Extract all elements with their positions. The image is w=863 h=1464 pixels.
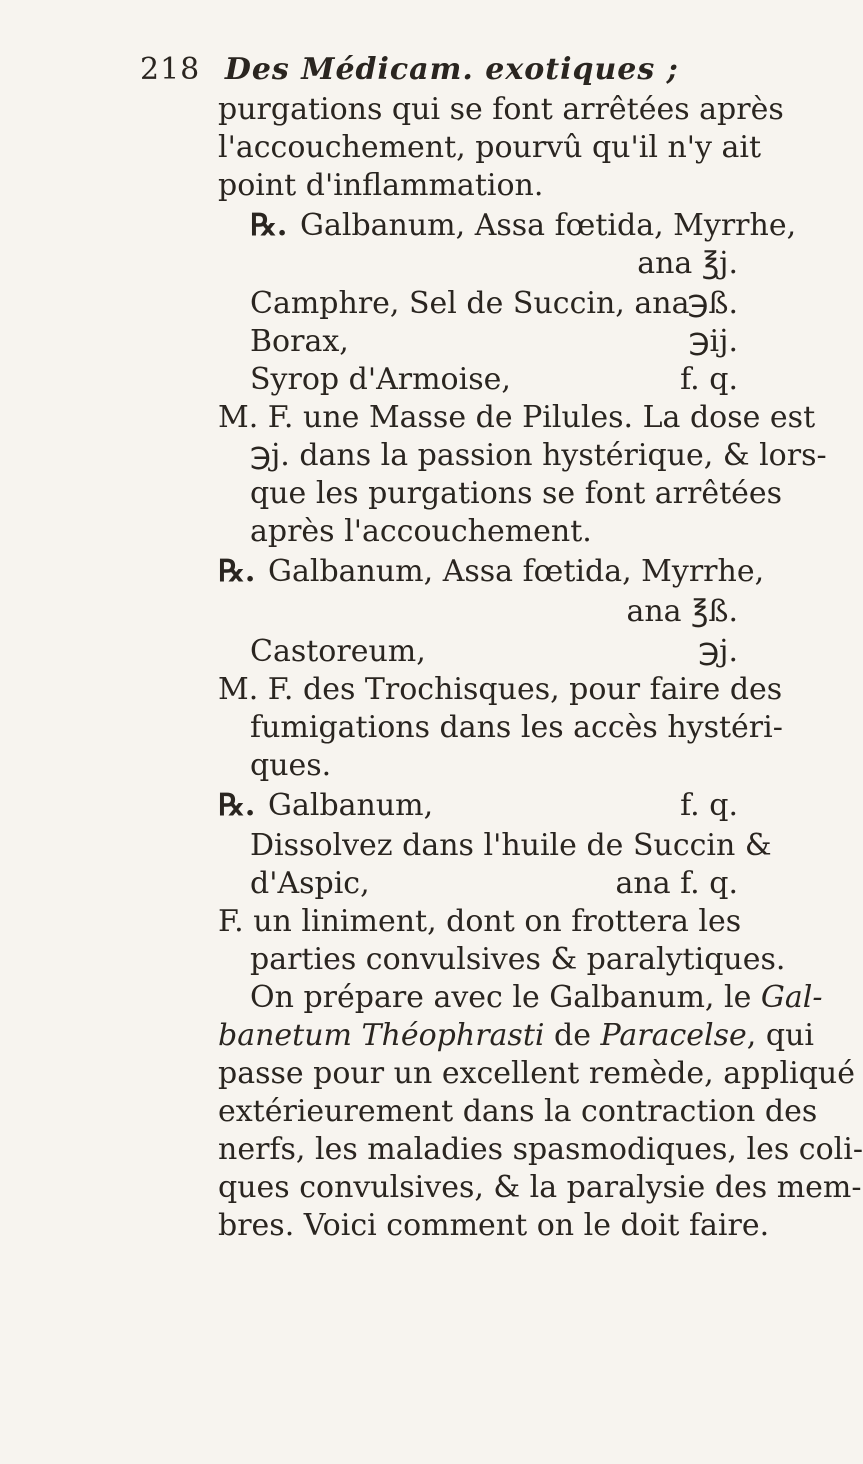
text-line: Galbanum, xyxy=(268,788,434,823)
text-line: que les purgations se font arrêtées xyxy=(250,476,783,511)
recipe-symbol: ℞. xyxy=(218,554,256,589)
text-line: F. un liniment, dont on frottera les xyxy=(218,904,742,939)
text-line: ℈j. dans la passion hystérique, & lors- xyxy=(250,438,827,473)
text-line: extérieurement dans la contraction des xyxy=(218,1094,818,1129)
text-line: ℈ij. xyxy=(688,324,738,359)
text-line: ℈ß. xyxy=(687,286,738,321)
text-line: ques convulsives, & la paralysie des mem- xyxy=(218,1170,862,1205)
page-number: 218 xyxy=(140,52,201,87)
text-line: ana ℥ß. xyxy=(626,594,738,629)
text-line: ques. xyxy=(250,748,332,783)
text-span: de xyxy=(554,1018,591,1053)
text-line: Dissolvez dans l'huile de Succin & xyxy=(250,828,772,863)
text-line: après l'accouchement. xyxy=(250,514,592,549)
text-line: l'accouchement, pourvû qu'il n'y ait xyxy=(218,130,762,165)
text-span: , qui xyxy=(746,1018,814,1053)
text-line: Camphre, Sel de Succin, ana xyxy=(250,286,690,321)
text-line: parties convulsives & paralytiques. xyxy=(250,942,786,977)
running-header xyxy=(140,52,679,87)
text-line: purgations qui se font arrêtées après xyxy=(218,92,784,127)
italic-text: banetum Théophrasti xyxy=(218,1018,545,1053)
text-line: point d'inflammation. xyxy=(218,168,544,203)
italic-text: Gal- xyxy=(760,980,823,1015)
recipe-symbol: ℞. xyxy=(218,788,256,823)
text-line: bres. Voici comment on le doit faire. xyxy=(218,1208,770,1243)
text-line: Borax, xyxy=(250,324,349,359)
text-line xyxy=(218,1016,814,1056)
text-line: Galbanum, Assa fœtida, Myrrhe, xyxy=(268,554,765,589)
text-line: Castoreum, xyxy=(250,634,426,669)
text-line: d'Aspic, xyxy=(250,866,370,901)
italic-text: Paracelse xyxy=(600,1018,747,1053)
text-line xyxy=(250,978,822,1018)
text-line: Galbanum, Assa fœtida, Myrrhe, xyxy=(300,208,797,243)
text-line: passe pour un excellent remède, appliqué xyxy=(218,1056,855,1091)
text-line: f. q. xyxy=(680,362,738,397)
text-line: M. F. une Masse de Pilules. La dose est xyxy=(218,400,816,435)
text-line: fumigations dans les accès hystéri- xyxy=(250,710,783,745)
recipe-symbol: ℞. xyxy=(250,208,288,243)
text-line: M. F. des Trochisques, pour faire des xyxy=(218,672,783,707)
text-line: ℈j. xyxy=(698,634,738,669)
text-line: ana ℥j. xyxy=(637,246,738,281)
text-line: ana f. q. xyxy=(615,866,738,901)
text-line: Syrop d'Armoise, xyxy=(250,362,511,397)
text-span: On prépare avec le Galbanum, le xyxy=(250,980,752,1015)
running-title: Des Médicam. exotiques ; xyxy=(224,52,679,87)
text-line: f. q. xyxy=(680,788,738,823)
text-line: nerfs, les maladies spasmodiques, les coli- xyxy=(218,1132,863,1167)
